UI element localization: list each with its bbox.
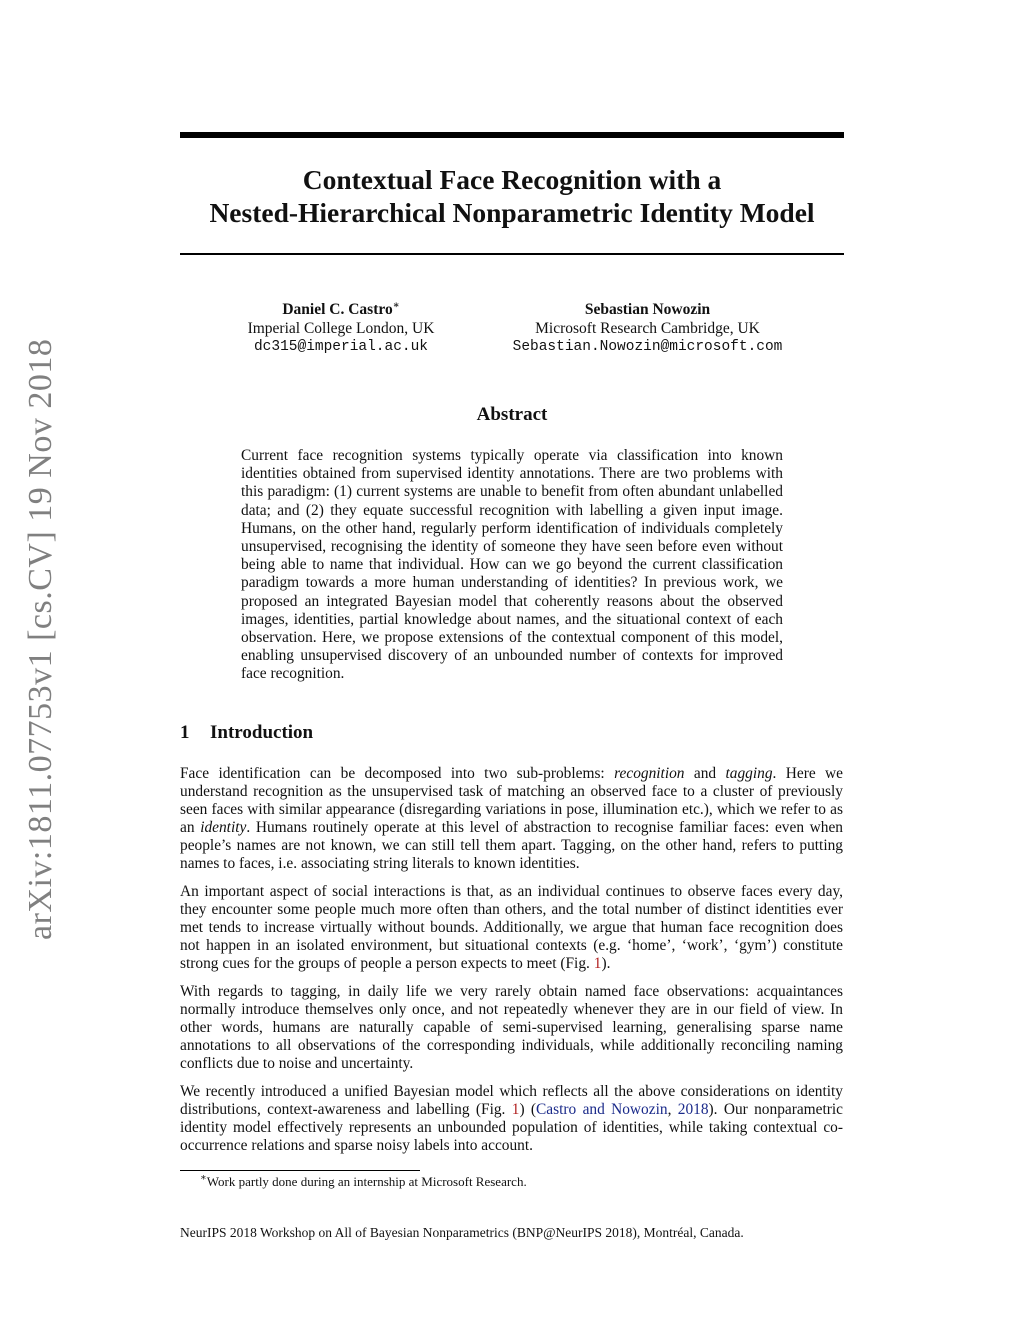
paragraph-2: An important aspect of social interactions is that, as an individual continues to observe faces every day, they encounter some people much more often than others, and the total number of distinct identities ever met tends to increase virtually without bounds. Additionally, we argue that human face recognition does not happen in an isolated environment, but situational contexts (e.g. ‘home’, ‘work’, ‘gym’) constitute strong cues for the groups of people a person expects to meet (Fig. 1). xyxy=(180,883,843,973)
author-affiliation: Microsoft Research Cambridge, UK xyxy=(535,320,760,337)
footnote-marker: ∗ xyxy=(200,1172,207,1184)
footnote-marker: ∗ xyxy=(392,299,400,311)
title-line-2: Nested-Hierarchical Nonparametric Identity Model xyxy=(209,197,815,228)
citation-link-authors[interactable]: Castro and Nowozin xyxy=(536,1101,668,1119)
term-tagging: tagging xyxy=(725,765,773,782)
author-block-castro xyxy=(235,300,447,357)
abstract-body: Current face recognition systems typically operate via classification into known identities obtained from supervised identity annotations. There are two problems with this paradigm: (1) current systems are unable to benefit from often abundant unlabelled data; and (2) they equate successful recognition with labelling a given input image. Humans, on the other hand, regularly perform identification of individuals completely unsupervised, recognising the identity of someone they have seen before even without being able to name that individual. How can we go beyond the current classification paradigm towards a more human understanding of identities? In previous work, we proposed an integrated Bayesian model that coherently reasons about the observed images, identities, partial knowledge about names, and the situational context of each observation. Here, we propose extensions of the contextual component of this model, enabling unsupervised discovery of an unbounded number of contexts for improved face recognition. xyxy=(241,447,783,683)
section-heading-introduction xyxy=(180,722,313,744)
venue-footer: NeurIPS 2018 Workshop on All of Bayesian Nonparametrics (BNP@NeurIPS 2018), Montréal, Canada. xyxy=(180,1225,744,1240)
citation-link-year[interactable]: 2018 xyxy=(677,1101,709,1119)
paragraph-4: We recently introduced a unified Bayesian model which reflects all the above considerations on identity distributions, context-awareness and labelling (Fig. 1) (Castro and Nowozin, 2018). Our nonparametric identity model effectively represents an unbounded population of identities, while taking contextual co-occurrence relations and sparse noisy labels into account. xyxy=(180,1083,843,1155)
title-rule-bottom xyxy=(180,253,844,255)
author-email[interactable]: Sebastian.Nowozin@microsoft.com xyxy=(512,339,783,355)
section-title: Introduction xyxy=(210,722,314,743)
term-identity: identity xyxy=(200,819,247,837)
author-block-nowozin xyxy=(500,300,795,357)
footnote: ∗Work partly done during an internship at Microsoft Research. xyxy=(200,1172,527,1189)
paragraph-3: With regards to tagging, in daily life we very rarely obtain named face observations: acquaintances normally introduce themselves only once, and not repeatedly whenever they are in our field of view. In other words, humans are naturally capable of semi-supervised learning, generalising sparse name annotations to all observations of the corresponding individuals, while additionally reconciling naming conflicts due to noise and uncertainty. xyxy=(180,983,843,1073)
author-name: Sebastian Nowozin xyxy=(584,301,711,318)
paper-title xyxy=(180,163,844,229)
footnote-rule xyxy=(180,1170,420,1171)
term-recognition: recognition xyxy=(614,765,685,782)
figure-reference-link[interactable]: 1 xyxy=(511,1101,520,1119)
title-line-1: Contextual Face Recognition with a xyxy=(302,164,722,195)
arxiv-identifier: arXiv:1811.07753v1 [cs.CV] 19 Nov 2018 xyxy=(22,338,59,940)
section-number: 1 xyxy=(180,722,190,743)
author-affiliation: Imperial College London, UK xyxy=(247,320,435,337)
introduction-body xyxy=(180,765,843,1165)
author-name: Daniel C. Castro∗ xyxy=(282,299,400,318)
title-rule-top xyxy=(180,132,844,138)
author-email[interactable]: dc315@imperial.ac.uk xyxy=(253,339,429,355)
paragraph-1: Face identification can be decomposed into two sub-problems: recognition and tagging. Here we understand recognition as the unsupervised task of matching an observed face to a cluster of previously seen faces with similar appearance (disregarding variations in pose, illumination etc.), which we refer to as an identity. Humans routinely operate at this level of abstraction to recognise familiar faces: even when people’s names are not known, we can still tell them apart. Tagging, on the other hand, refers to putting names to faces, i.e. associating string literals to known identities. xyxy=(180,765,844,873)
figure-reference-link[interactable]: 1 xyxy=(593,955,602,973)
abstract-heading: Abstract xyxy=(476,404,548,425)
